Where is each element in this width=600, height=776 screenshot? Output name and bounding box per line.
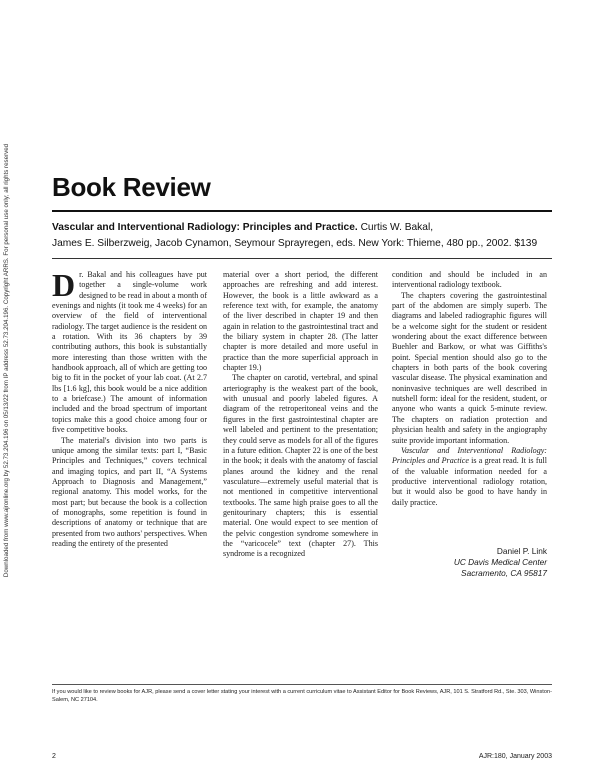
- book-citation: [52, 220, 552, 252]
- body-column-3: [392, 270, 547, 508]
- drop-cap: D: [52, 267, 76, 303]
- download-notice-sidebar: [0, 60, 14, 660]
- paragraph: The chapters covering the gastrointestinal part of the abdomen are simply superb. The diagrams and labeled radiographic figures will be a welcome sight for the student or resident wondering about the exact difference between Buehler and Barkow, or what was Giffiths's point. Special mention should also go to the chapters in both parts of the book covering vascular disease. The physical examination and noninvasive techniques are well described in nutshell form: ideal for the resident, student, or anyone who wants a quick 5-minute review. The chapters on radiation protection and physician health and safety in the angiography suite provide important information.: [392, 290, 547, 445]
- section-title: Book Review: [52, 172, 211, 202]
- paragraph: Vascular and Interventional Radiology: Principles and Practice is a great read. It is full of the valuable information needed for a productive interventional radiology rotation, but it would also be good to have handy in daily practice.: [392, 445, 547, 507]
- citation-rule: [52, 258, 552, 259]
- page-number: 2: [52, 753, 56, 760]
- journal-reference: AJR:180, January 2003: [478, 753, 552, 760]
- footnote: If you would like to review books for AJR, please send a cover letter stating your interest with a current curriculum vitae to Assistant Editor for Book Reviews, AJR, 101 S. Stratford Rd., Ste. 303, Winston-Salem, NC 27104.: [52, 689, 552, 704]
- book-authors-line2: James E. Silberzweig, Jacob Cynamon, Seymour Sprayregen, eds. New York: Thieme, 480 pp., 2002. $139: [52, 238, 538, 249]
- book-authors-line1: Curtis W. Bakal,: [360, 222, 434, 233]
- title-rule: [52, 210, 552, 212]
- reviewer-signature: [392, 546, 547, 579]
- reviewer-location: Sacramento, CA 95817: [461, 568, 547, 578]
- paragraph: The chapter on carotid, vertebral, and spinal arteriography is the weakest part of the book, with unusual and poorly labeled figures. A diagram of the retroperitoneal veins and the figures in the first gastrointestinal chapter are well labeled and pertinent to the presentation; they could serve as models for all of the figures in a future edition. Chapter 22 is one of the best in the book; it deals with the anatomy of fascial planes around the kidney and the renal vasculature—extremely useful material that is not mentioned in competitive interventional textbooks. The same high praise goes to all the genitourinary chapters; this is essential material. One would expect to see mention of the pelvic congestion syndrome somewhere in the “varicocele” text (chapter 27). This syndrome is a recognized: [223, 373, 378, 559]
- body-column-2: [223, 270, 378, 560]
- body-column-1: [52, 267, 207, 549]
- paragraph: The material's division into two parts is unique among the similar texts: part I, “Basic Principles and Techniques,” covers technical and imaging topics, and part II, “A Systems Approach to Diagnosis and Management,” regional anatomy. This model works, for the most part; but because the book is a collection of monographs, some repetition is found in descriptions of anatomy or technique that are presented from two authors' perspectives. When reading the entirety of the presented: [52, 435, 207, 548]
- paragraph: condition and should be included in an interventional radiology textbook.: [392, 270, 547, 290]
- paragraph: material over a short period, the different approaches are refreshing and add interest. However, the book is a little awkward as a reference text with, for example, the anatomy of the liver described in chapter 19 and then again in relation to the gastrointestinal tract and the biliary system in chapter 28. (The latter chapter is more detailed and more useful in practice than the more superficial approach in chapter 19.): [223, 270, 378, 373]
- book-title: Vascular and Interventional Radiology: Principles and Practice.: [52, 222, 358, 233]
- paragraph: Dr. Bakal and his colleagues have put together a single-volume work designed to be read in about a month of evenings and nights (it took me 4 weeks) for an overview of the field of interventional radiology. The target audience is the resident on a rotation. With its 36 chapters by 39 contributing authors, this book is substantially more interesting than those written with the handbook approach, all of which are getting too big to fit in the pocket of your lab coat. (At 2.7 lbs [1.6 kg], this book would be a nice addition to a briefcase.) The amount of information included and the broad spectrum of important topics make this a good choice among four or five competitive books.: [52, 267, 207, 435]
- reviewer-institution: UC Davis Medical Center: [453, 557, 547, 567]
- footnote-rule: [52, 684, 552, 685]
- download-notice-text: Downloaded from www.ajronline.org by 52.73.204.196 on 05/13/22 from IP address 52.73.204.196. Copyright ARRS. For personal use only; all rights reserved: [3, 143, 11, 577]
- reviewer-name: Daniel P. Link: [496, 546, 547, 556]
- book-title-italic: Vascular and Interventional Radiology: Principles and Practice: [392, 445, 547, 466]
